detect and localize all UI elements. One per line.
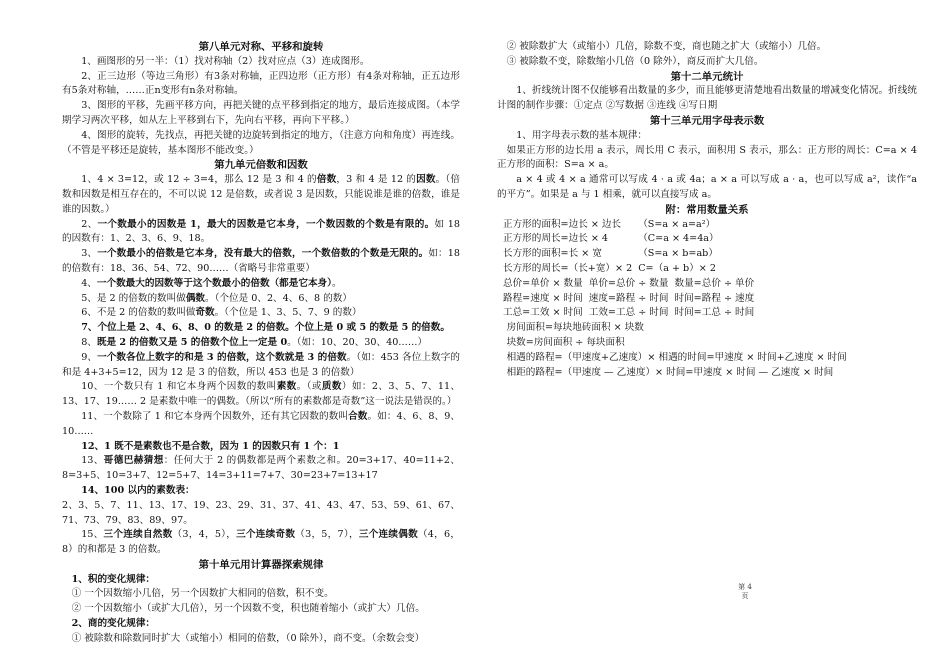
unit9-title: 第九单元倍数和因数 (214, 159, 308, 172)
unit13-item-2: 如果正方形的边长用 a 表示，周长用 C 表示，面积用 S 表示，那么：正方形的周长：C=a × 4 正方形的面积：S=a × a。 (497, 144, 917, 171)
unit8-item-4: 4、图形的旋转，先找点，再把关键的边旋转到指定的地方，（注意方向和角度）再连线。（不管是平移还是旋转，基本图形不能改变。） (62, 129, 460, 156)
unit9-item-6: 6、不是 2 的倍数的数叫做奇数。（个位是 1、3、5、7、9 的数） (81, 307, 362, 319)
unit13-item-3: a × 4 或 4 × a 通常可以写成 4 · a 或 4a；a × a 可以写成 a · a，也可以写成 a²，读作“a 的平方”。如果是 a 与 1 相乘，就可以直接写成 a。 (497, 174, 917, 200)
formula-row (503, 218, 725, 233)
quotient-rule-heading: 2、商的变化规律： (71, 618, 156, 630)
page-number: 第 4 页 (738, 583, 752, 600)
product-rule-1: ① 一个因数缩小几倍，另一个因数扩大相同的倍数，积不变。 (71, 588, 334, 600)
formula-text: 正方形的周长=边长 × 4 (503, 233, 609, 245)
unit9-item-9: 9、一个数各位上数字的和是 3 的倍数，这个数就是 3 的倍数。（如：453 各位上数字的和是 4+3+5=12，因为 12 是 3 的倍数，所以 453 也是 3 的倍数） (62, 351, 460, 378)
unit9-item-7: 7、个位上是 2、4、6、8、0 的数是 2 的倍数。个位上是 0 或 5 的数是 5 的倍数。 (81, 322, 450, 334)
formula-symbolic: （S=a × b=ab） (638, 248, 718, 260)
relation-cell: 数量=总价 ÷ 单价 (674, 277, 755, 289)
relation-cell: 总价=单价 × 数量 (503, 277, 583, 289)
left-column (62, 40, 460, 647)
unit9-item-2: 2、一个数最小的因数是 1，最大的因数是它本身，一个数因数的个数是有限的。如 18 的因数有：1、2、3、6、9、18。 (62, 218, 460, 245)
unit9-item-11: 11、一个数除了 1 和它本身两个因数外，还有其它因数的数叫合数。如：4、6、8、9、10…… (62, 410, 461, 437)
unit9-item-12: 12、1 既不是素数也不是合数，因为 1 的因数只有 1 个：1 (81, 440, 340, 452)
product-rule-heading: 1、积的变化规律： (71, 573, 156, 585)
formula-text: 长方形的面积=长 × 宽 (503, 248, 602, 260)
unit8-item-2: 2、正三边形（等边三角形）有3条对称轴，正四边形（正方形）有4条对称轴，正五边形有5条对称轴，……正n变形有n条对称轴。 (62, 70, 460, 97)
formula-text: 长方形的周长=（长+宽）× 2 (503, 262, 633, 274)
appendix-title: 附：常用数量关系 (665, 203, 749, 216)
formula-symbolic: （S=a × a=a²） (638, 218, 716, 230)
unit9-item-15: 15、三个连续自然数（3，4，5），三个连续奇数（3，5，7），三个连续偶数（4，6，8）的和都是 3 的倍数。 (62, 529, 460, 556)
relation-cell: 时间=工总 ÷ 时间 (674, 307, 755, 319)
quotient-rule-3: ③ 被除数不变，除数缩小几倍（0 除外），商反而扩大几倍。 (506, 55, 764, 67)
unit8-item-3: 3、图形的平移，先画平移方向，再把关键的点平移到指定的地方，最后连接成图。（本学期学习两次平移，如从左上平移到右下，先向右平移，再向下平移。） (62, 100, 460, 126)
relation-row (503, 292, 760, 307)
relation-cell: 单价=总价 ÷ 数量 (588, 277, 669, 289)
relation-extra-4: 相距的路程=（甲速度 — 乙速度）× 时间=甲速度 × 时间 — 乙速度 × 时间 (506, 366, 834, 378)
unit8-item-1: 1、画图形的另一半：（1）找对称轴（2）找对应点（3）连成图形。 (81, 55, 370, 67)
unit8-title: 第八单元对称、平移和旋转 (198, 41, 324, 53)
unit9-item-5: 5、是 2 的倍数的数叫做偶数。（个位是 0、2、4、6、8 的数） (81, 292, 352, 304)
unit9-item-8: 8、既是 2 的倍数又是 5 的倍数个位上一定是 0。（如：10、20、30、40……） (81, 336, 428, 348)
unit12-item-1: 1、折线统计图不仅能够看出数量的多少，而且能够更清楚地看出数量的增减变化情况。折线统计图的制作步骤：①定点 ②写数据 ③连线 ④写日期 (497, 85, 917, 112)
unit13-item-1: 1、用字母表示数的基本规律： (516, 129, 648, 141)
relation-cell: 时间=路程 ÷ 速度 (674, 292, 755, 304)
relation-cell: 工效=工总 ÷ 时间 (588, 307, 669, 319)
formula-symbolic: （C=a × 4=4a） (638, 233, 719, 245)
quantity-relation-table (503, 277, 760, 321)
unit10-title: 第十单元用计算器探索规律 (198, 558, 324, 571)
unit9-item-14: 14、100 以内的素数表： (81, 484, 195, 496)
relation-cell: 路程=速度 × 时间 (503, 292, 583, 304)
relation-cell: 速度=路程 ÷ 时间 (588, 292, 669, 304)
unit9-item-1: 1、4 × 3=12，或 12 ÷ 3=4，那么 12 是 3 和 4 的倍数，3 和 4 是 12 的因数。（倍数和因数是相互存在的，不可以说 12 是倍数，或者说 3 是因数，只能说谁是谁的倍数，谁是谁的因数。） (62, 174, 461, 215)
product-rule-2: ② 一个因数缩小（或扩大几倍），另一个因数不变，积也随着缩小（或扩大）几倍。 (71, 603, 425, 615)
unit9-item-10: 10、一个数只有 1 和它本身两个因数的数叫素数。（或质数）如：2、3、5、7、11、13、17、19…… 2 是素数中唯一的偶数。（所以“所有的素数都是奇数”这一说法是错误的。） (62, 381, 461, 408)
relation-row (503, 277, 760, 292)
relation-cell: 工总=工效 × 时间 (503, 307, 583, 319)
relation-extra-1: 房间面积=每块地砖面积 × 块数 (506, 322, 644, 334)
prime-table: 2、3、5、7、11、13、17、19、23、29、31、37、41、43、47、53、59、61、67、71、73、79、83、89、97。 (62, 499, 460, 526)
relation-row (503, 306, 760, 321)
unit9-item-13: 13、哥德巴赫猜想：任何大于 2 的偶数都是两个素数之和。20=3+17、40=11+2、8=3+5、10=3+7、12=5+7、14=3+11=7+7、30=23+7=13+17 (62, 455, 460, 482)
formula-text: 正方形的面积=边长 × 边长 (503, 218, 622, 230)
right-column (497, 40, 917, 380)
unit12-title: 第十二单元统计 (670, 70, 744, 83)
unit9-item-3: 3、一个数最小的倍数是它本身，没有最大的倍数，一个数倍数的个数是无限的。如：18 的倍数有：18、36、54、72、90……（省略号非常重要） (62, 248, 460, 274)
formula-row (503, 262, 725, 277)
formula-symbolic: C=（a + b）× 2 (638, 262, 716, 274)
quotient-rule-1: ① 被除数和除数同时扩大（或缩小）相同的倍数，（0 除外），商不变。（余数会变） (71, 632, 425, 644)
formula-row (503, 232, 725, 247)
shape-formula-table (503, 218, 725, 277)
quotient-rule-2: ② 被除数扩大（或缩小）几倍，除数不变，商也随之扩大（或缩小）几倍。 (506, 41, 827, 52)
relation-extra-2: 块数=房间面积 ÷ 每块面积 (506, 336, 625, 348)
unit9-item-4: 4、一个数最大的因数等于这个数最小的倍数（都是它本身）。 (81, 277, 342, 289)
unit13-title: 第十三单元用字母表示数 (649, 114, 765, 127)
relation-extra-3: 相遇的路程=（甲速度+乙速度）× 相遇的时间=甲速度 × 时间+乙速度 × 时间 (506, 351, 847, 363)
formula-row (503, 247, 725, 262)
